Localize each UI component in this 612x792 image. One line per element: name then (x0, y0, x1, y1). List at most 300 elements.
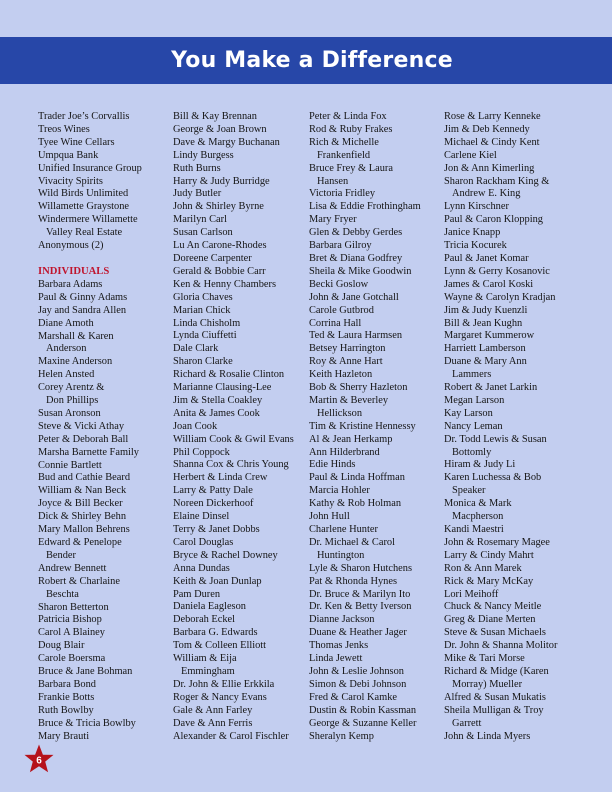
donor-name-continued: Garrett (452, 717, 482, 729)
donor-name: Gale & Ann Farley (173, 704, 253, 716)
donor-entry (173, 188, 305, 201)
donor-name: John & Shirley Byrne (173, 201, 264, 213)
donor-entry (38, 640, 170, 653)
donor-entry (173, 421, 305, 434)
donor-name: Barbara Gilroy (309, 240, 372, 252)
donor-entry (444, 666, 578, 692)
donor-name: Patricia Bishop (38, 614, 102, 626)
donor-entry (309, 421, 441, 434)
donor-entry (309, 395, 441, 421)
donor-name-continued: Andrew E. King (452, 188, 521, 200)
donor-name: Harriett Lamberson (444, 343, 526, 355)
donor-entry (38, 176, 170, 189)
donor-entry (309, 382, 441, 395)
donor-name: Windermere Willamette (38, 214, 138, 226)
donor-name-continued: Bottomly (452, 446, 492, 458)
donor-entry (309, 318, 441, 331)
donor-entry (38, 472, 170, 485)
donor-entry (38, 627, 170, 640)
donor-name-continued: Morray) Mueller (452, 678, 523, 690)
donor-entry (173, 679, 305, 692)
donor-name: Helen Ansted (38, 369, 95, 381)
donor-name: Shanna Cox & Chris Young (173, 459, 289, 471)
donor-name: Paul & Ginny Adams (38, 291, 128, 303)
donor-name: Dr. John & Ellie Erkkila (173, 678, 275, 690)
donor-name: Edward & Penelope (38, 537, 122, 548)
donor-entry (38, 485, 170, 498)
donor-name: Corey Arentz & (38, 382, 105, 394)
donor-name: Dustin & Robin Kassman (309, 704, 417, 716)
donor-entry (309, 731, 441, 744)
donor-name: William Cook & Gwil Evans (173, 433, 294, 445)
donor-name: John & Leslie Johnson (309, 665, 404, 677)
donor-entry (444, 240, 578, 253)
donor-entry (173, 111, 305, 124)
donor-entry (309, 511, 441, 524)
donor-entry (309, 188, 441, 201)
donor-entry (173, 524, 305, 537)
donor-name: Pat & Rhonda Hynes (309, 575, 398, 587)
donor-entry (173, 408, 305, 421)
donor-name: Richard & Rosalie Clinton (173, 369, 285, 381)
donor-entry (173, 343, 305, 356)
donor-entry (173, 692, 305, 705)
donor-name: Bill & Jean Kughn (444, 317, 523, 329)
donor-entry (173, 537, 305, 550)
donor-entry (309, 601, 441, 614)
donor-name: Rose & Larry Kenneke (444, 111, 541, 122)
donor-entry (444, 201, 578, 214)
donor-entry (173, 472, 305, 485)
donor-entry (38, 356, 170, 369)
donor-name: Peter & Deborah Ball (38, 433, 129, 445)
donor-name: Karen Luchessa & Bob (444, 472, 542, 484)
donor-entry (309, 472, 441, 485)
donor-entry (309, 266, 441, 279)
donor-name: John Hull (309, 511, 350, 523)
donor-name-continued: Beschta (46, 588, 79, 600)
donor-entry (444, 137, 578, 150)
donor-name: Ted & Laura Harmsen (309, 330, 403, 342)
donor-entry (444, 124, 578, 137)
donor-entry (173, 640, 305, 653)
donor-name: Roy & Anne Hart (309, 356, 383, 368)
donor-name: Doreene Carpenter (173, 252, 252, 264)
donor-name: Roger & Nancy Evans (173, 691, 267, 703)
donor-name: Dr. Ken & Betty Iverson (309, 601, 412, 613)
donor-name: Martin & Beverley (309, 394, 389, 406)
donor-entry (309, 666, 441, 679)
donor-name: Keith & Joan Dunlap (173, 575, 262, 587)
donor-entry (444, 472, 578, 498)
donor-entry (173, 705, 305, 718)
donor-name-continued: Frankenfield (317, 149, 371, 161)
donor-name: Thomas Jenks (309, 640, 369, 652)
donor-name: Vivacity Spirits (38, 175, 103, 187)
donor-name: Betsey Harrington (309, 343, 386, 355)
donor-name: Carol A Blainey (38, 627, 105, 639)
donor-name: Terry & Janet Dobbs (173, 524, 260, 535)
donor-name-continued: Emmingham (181, 665, 235, 677)
donor-entry (444, 537, 578, 550)
donor-entry (444, 266, 578, 279)
donor-entry (173, 292, 305, 305)
donor-name-continued: Anderson (46, 343, 87, 355)
donor-entry (173, 614, 305, 627)
donor-entry (173, 150, 305, 163)
donor-name: Bruce & Tricia Bowlby (38, 717, 136, 729)
donor-name: Lindy Burgess (173, 149, 234, 161)
donor-entry (38, 369, 170, 382)
donor-entry (173, 318, 305, 331)
donor-name: Bob & Sherry Hazleton (309, 382, 408, 394)
donor-name: Barbara G. Edwards (173, 627, 258, 639)
donor-column-1 (38, 111, 170, 744)
donor-name: John & Jane Gotchall (309, 291, 399, 303)
donor-entry (38, 279, 170, 292)
donor-name: Jim & Judy Kuenzli (444, 304, 528, 316)
donor-name: Edie Hinds (309, 459, 356, 471)
donor-entry (444, 434, 578, 460)
donor-entry (173, 382, 305, 395)
donor-name: Chuck & Nancy Meitle (444, 601, 542, 613)
donor-name: Anna Dundas (173, 562, 230, 574)
donor-entry (38, 563, 170, 576)
donor-name: Fred & Carol Kamke (309, 691, 398, 703)
donor-name: Michael & Cindy Kent (444, 136, 540, 148)
donor-entry (309, 111, 441, 124)
donor-name: Lynn Kirschner (444, 201, 509, 213)
donor-name: Rich & Michelle (309, 136, 379, 148)
donor-name: Gerald & Bobbie Carr (173, 265, 266, 277)
donor-entry (38, 460, 170, 473)
donor-entry (173, 124, 305, 137)
donor-entry (444, 305, 578, 318)
donor-entry (309, 537, 441, 563)
donor-entry (38, 537, 170, 563)
donor-name: Charlene Hunter (309, 524, 378, 535)
donor-name: Ron & Ann Marek (444, 562, 522, 574)
donor-name: Robert & Charlaine (38, 575, 120, 587)
donor-name: Jay and Sandra Allen (38, 304, 127, 316)
donor-name: Pam Duren (173, 588, 221, 600)
donor-name: Simon & Debi Johnson (309, 678, 407, 690)
donor-column-3 (309, 111, 441, 743)
donor-name: Rod & Ruby Frakes (309, 123, 393, 135)
donor-entry (38, 653, 170, 666)
donor-name: Sharon Rackham King & (444, 175, 550, 187)
donor-entry (309, 124, 441, 137)
donor-name: Marianne Clausing-Lee (173, 382, 272, 394)
donor-name-continued: Don Phillips (46, 395, 99, 407)
donor-entry (444, 576, 578, 589)
donor-entry (444, 408, 578, 421)
donor-entry (173, 550, 305, 563)
donor-entry (38, 679, 170, 692)
donor-name: George & Suzanne Keller (309, 717, 417, 729)
donor-name: Sheila Mulligan & Troy (444, 704, 544, 716)
donor-name: Monica & Mark (444, 498, 512, 510)
donor-entry (444, 318, 578, 331)
donor-name-continued: Hansen (317, 175, 349, 187)
donor-entry (38, 692, 170, 705)
title-banner (0, 37, 612, 84)
donor-entry (173, 485, 305, 498)
donor-name: Noreen Dickerhoof (173, 498, 254, 510)
donor-entry (173, 201, 305, 214)
page-number: 6 (36, 755, 42, 767)
donor-entry (309, 240, 441, 253)
donor-name: Dale Clark (173, 343, 219, 355)
donor-entry (309, 718, 441, 731)
donor-name: Larry & Patty Dale (173, 485, 253, 497)
donor-name: Barbara Bond (38, 678, 96, 690)
donor-name: Willamette Graystone (38, 201, 130, 213)
donor-entry (444, 614, 578, 627)
donor-entry (309, 640, 441, 653)
donor-name: Susan Carlson (173, 227, 233, 239)
donor-entry (309, 214, 441, 227)
donor-entry (444, 459, 578, 472)
donor-name-continued: Huntington (317, 549, 365, 561)
donor-name: Sheralyn Kemp (309, 730, 374, 742)
donor-entry (444, 214, 578, 227)
donor-name: Becki Goslow (309, 278, 369, 290)
donor-entry (444, 356, 578, 382)
donor-name: John & Rosemary Magee (444, 536, 550, 548)
donor-entry (444, 150, 578, 163)
donor-name: William & Eija (173, 653, 237, 665)
donor-name: Mary Fryer (309, 214, 357, 226)
donor-entry (309, 330, 441, 343)
donor-entry (173, 718, 305, 731)
donor-column-4 (444, 111, 578, 743)
donor-name: John & Linda Myers (444, 730, 531, 742)
donor-entry (309, 563, 441, 576)
donor-entry (173, 511, 305, 524)
donor-name: Ken & Henny Chambers (173, 278, 277, 290)
donor-entry (173, 589, 305, 602)
donor-entry (173, 653, 305, 679)
donor-name: Paul & Linda Hoffman (309, 472, 405, 484)
donor-name: Wild Birds Unlimited (38, 188, 129, 200)
donor-name: Trader Joe’s Corvallis (38, 111, 130, 122)
donor-entry (444, 640, 578, 653)
donor-entry (309, 447, 441, 460)
donor-entry (444, 731, 578, 744)
donor-entry (309, 369, 441, 382)
donor-entry (173, 395, 305, 408)
donor-entry (38, 614, 170, 627)
donor-name: Wayne & Carolyn Kradjan (444, 291, 556, 303)
donor-name: Steve & Vicki Athay (38, 420, 125, 432)
donor-entry (444, 292, 578, 305)
donor-entry (38, 111, 170, 124)
donor-name: Janice Knapp (444, 227, 501, 239)
page-title: You Make a Difference (171, 48, 453, 73)
donor-name: Anita & James Cook (173, 407, 260, 419)
donor-entry (309, 653, 441, 666)
donor-name: Sheila & Mike Goodwin (309, 265, 412, 277)
donor-name: Larry & Cindy Mahrt (444, 549, 534, 561)
donor-name: Hiram & Judy Li (444, 459, 516, 471)
donor-entry (173, 137, 305, 150)
donor-entry (38, 292, 170, 305)
donor-entry (444, 627, 578, 640)
donor-entry (309, 679, 441, 692)
donor-entry (38, 124, 170, 137)
donor-entry (173, 563, 305, 576)
donor-name: Joan Cook (173, 420, 218, 432)
donor-entry (38, 602, 170, 615)
donor-name-continued: Macpherson (452, 511, 504, 523)
donor-entry (173, 459, 305, 472)
donor-entry (444, 227, 578, 240)
donor-name: Alfred & Susan Mukatis (444, 691, 546, 703)
donor-name: Deborah Eckel (173, 614, 236, 626)
donor-name: Doug Blair (38, 640, 85, 652)
donor-name: Bill & Kay Brennan (173, 111, 257, 122)
donor-entry (444, 253, 578, 266)
donor-name: Bud and Cathie Beard (38, 472, 131, 484)
donor-name: Marian Chick (173, 304, 231, 316)
donor-name: Maxine Anderson (38, 356, 113, 368)
donor-entry (309, 137, 441, 163)
donor-name-continued: Speaker (452, 485, 486, 497)
donor-name: Linda Jewett (309, 653, 363, 665)
donor-entry (309, 589, 441, 602)
donor-entry (38, 137, 170, 150)
donor-name: Lisa & Eddie Frothingham (309, 201, 421, 213)
donor-entry (309, 627, 441, 640)
donor-name-continued: Bender (46, 549, 77, 561)
donor-name: Marilyn Carl (173, 214, 227, 226)
donor-entry (38, 434, 170, 447)
donor-name: Treos Wines (38, 123, 90, 135)
donor-name: Robert & Janet Larkin (444, 382, 538, 394)
donor-entry (38, 421, 170, 434)
donor-entry (309, 692, 441, 705)
donor-entry (444, 653, 578, 666)
donor-entry (173, 227, 305, 240)
donor-entry (173, 214, 305, 227)
donor-name: Joyce & Bill Becker (38, 498, 123, 510)
donor-name: Tim & Kristine Hennessy (309, 420, 416, 432)
donor-entry (309, 705, 441, 718)
donor-entry (38, 305, 170, 318)
donor-entry (309, 459, 441, 472)
donor-name: Mike & Tari Morse (444, 653, 525, 665)
donor-name: Dave & Margy Buchanan (173, 136, 280, 148)
donor-name: Dianne Jackson (309, 614, 375, 626)
donor-name: Megan Larson (444, 394, 505, 406)
donor-entry (38, 214, 170, 240)
donor-name: Ruth Burns (173, 162, 221, 174)
donor-name: William & Nan Beck (38, 485, 127, 497)
donor-entry (309, 576, 441, 589)
donor-name: Victoria Fridley (309, 188, 376, 200)
donor-name: Nancy Leman (444, 420, 503, 432)
donor-name: Steve & Susan Michaels (444, 627, 546, 639)
donor-name: Jon & Ann Kimerling (444, 162, 535, 174)
donor-name: Bret & Diana Godfrey (309, 252, 403, 264)
donor-name: Anonymous (2) (38, 240, 104, 252)
donor-entry (38, 408, 170, 421)
donor-entry (309, 498, 441, 511)
donor-name: Tom & Colleen Elliott (173, 640, 267, 652)
donor-entry (173, 601, 305, 614)
donor-entry (444, 111, 578, 124)
donor-entry (309, 292, 441, 305)
donor-entry (444, 589, 578, 602)
donor-entry (444, 176, 578, 202)
donor-entry (444, 343, 578, 356)
donor-name: Mary Mallon Behrens (38, 524, 130, 536)
donor-entry (309, 485, 441, 498)
donor-name: Susan Aronson (38, 407, 101, 419)
donor-name: Umpqua Bank (38, 149, 99, 161)
donor-name: Carlene Kiel (444, 149, 497, 161)
donor-entry (38, 511, 170, 524)
donor-name: George & Joan Brown (173, 123, 267, 135)
donor-name: Jim & Deb Kennedy (444, 123, 530, 135)
donor-entry (173, 330, 305, 343)
donor-entry (38, 318, 170, 331)
star-icon (24, 744, 54, 774)
donor-entry (444, 382, 578, 395)
donor-entry (38, 188, 170, 201)
donor-name: Kandi Maestri (444, 524, 504, 535)
donor-name: Phil Coppock (173, 446, 230, 458)
donor-entry (38, 331, 170, 357)
donor-name: Ann Hilderbrand (309, 446, 380, 458)
donor-entry (38, 382, 170, 408)
donor-entry (173, 279, 305, 292)
donor-entry (38, 666, 170, 679)
donor-name: Ruth Bowlby (38, 704, 94, 716)
donor-entry (173, 498, 305, 511)
donor-entry (444, 692, 578, 705)
donor-entry (173, 240, 305, 253)
donor-name: Kathy & Rob Holman (309, 498, 402, 510)
donor-entry (309, 434, 441, 447)
donor-name: Gloria Chaves (173, 291, 233, 303)
donor-name: Richard & Midge (Karen (444, 665, 549, 677)
donor-name: Tyee Wine Cellars (38, 136, 115, 148)
donor-entry (444, 550, 578, 563)
donor-name: Rick & Mary McKay (444, 575, 534, 587)
donor-entry (309, 279, 441, 292)
donor-entry (38, 150, 170, 163)
donor-entry (173, 356, 305, 369)
donor-entry (38, 718, 170, 731)
donor-entry (444, 524, 578, 537)
donor-entry (38, 498, 170, 511)
donor-name: James & Carol Koski (444, 278, 534, 290)
donor-name: Harry & Judy Burridge (173, 175, 270, 187)
donor-name: Greg & Diane Merten (444, 614, 536, 626)
donor-entry (444, 601, 578, 614)
donor-entry (38, 163, 170, 176)
donor-name: Dr. John & Shanna Molitor (444, 640, 558, 652)
donor-entry (38, 524, 170, 537)
donor-name: Paul & Caron Klopping (444, 214, 543, 226)
donor-name: Lu An Carone-Rhodes (173, 240, 267, 252)
donor-name: Marsha Barnette Family (38, 446, 139, 458)
donor-entry (173, 253, 305, 266)
donor-name: Carole Boersma (38, 653, 106, 665)
donor-entry (173, 176, 305, 189)
